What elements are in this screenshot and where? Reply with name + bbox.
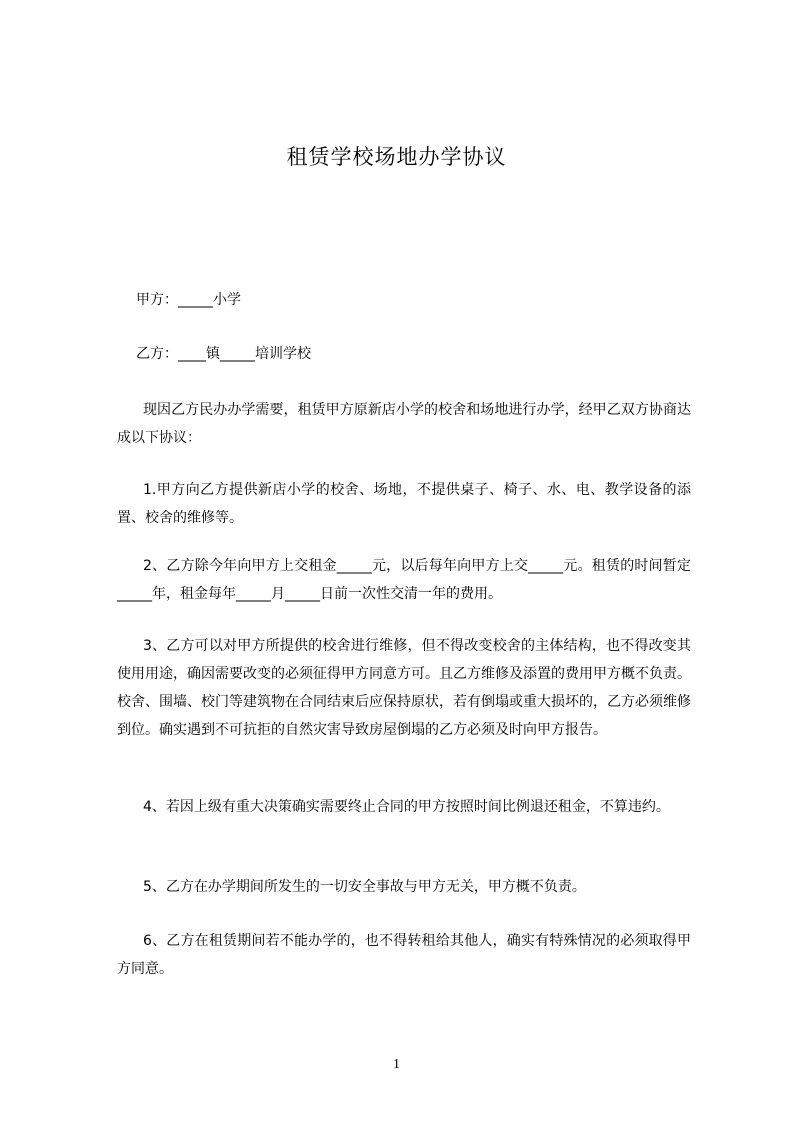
intro-text: 现因乙方民办办学需要，租赁甲方原新店小学的校舍和场地进行办学，经甲乙双方协商达成以下协议： [117, 402, 691, 446]
clause-5 [117, 873, 691, 901]
clause-2 [117, 552, 691, 608]
clause-3 [117, 632, 691, 744]
clause-5-text: 5、乙方在办学期间所发生的一切安全事故与甲方无关，甲方概不负责。 [143, 879, 586, 895]
clause-2-text: 2、乙方除今年向甲方上交租金_____元，以后每年向甲方上交_____元。租赁的时间暂定_____年，租金每年_____月_____日前一次性交清一年的费用。 [117, 558, 691, 602]
party-b-line: 乙方：____镇_____培训学校 [136, 346, 311, 362]
party-a-line: 甲方：_____小学 [136, 292, 241, 308]
clause-4-text: 4、若因上级有重大决策确实需要终止合同的甲方按照时间比例退还租金，不算违约。 [143, 799, 670, 815]
clause-6 [117, 927, 691, 983]
clause-1 [117, 476, 691, 532]
clause-1-text: 1.甲方向乙方提供新店小学的校舍、场地，不提供桌子、椅子、水、电、教学设备的添置、校舍的维修等。 [117, 482, 691, 526]
document-title: 租赁学校场地办学协议 [286, 145, 507, 169]
clause-3-text: 3、乙方可以对甲方所提供的校舍进行维修，但不得改变校舍的主体结构，也不得改变其使用用途，确因需要改变的必须征得甲方同意方可。且乙方维修及添置的费用甲方概不负责。校舍、围墙、校门等建筑物在合同结束后应保持原状，若有倒塌或重大损坏的，乙方必须维修到位。确实遇到不可抗拒的自然灾害导致房屋倒塌的乙方必须及时向甲方报告。 [117, 638, 691, 738]
clause-6-text: 6、乙方在租赁期间若不能办学的，也不得转租给其他人，确实有特殊情况的必须取得甲方同意。 [117, 933, 691, 977]
clause-4 [117, 793, 691, 821]
intro-paragraph [117, 396, 691, 452]
page-number: 1 [393, 1057, 400, 1072]
